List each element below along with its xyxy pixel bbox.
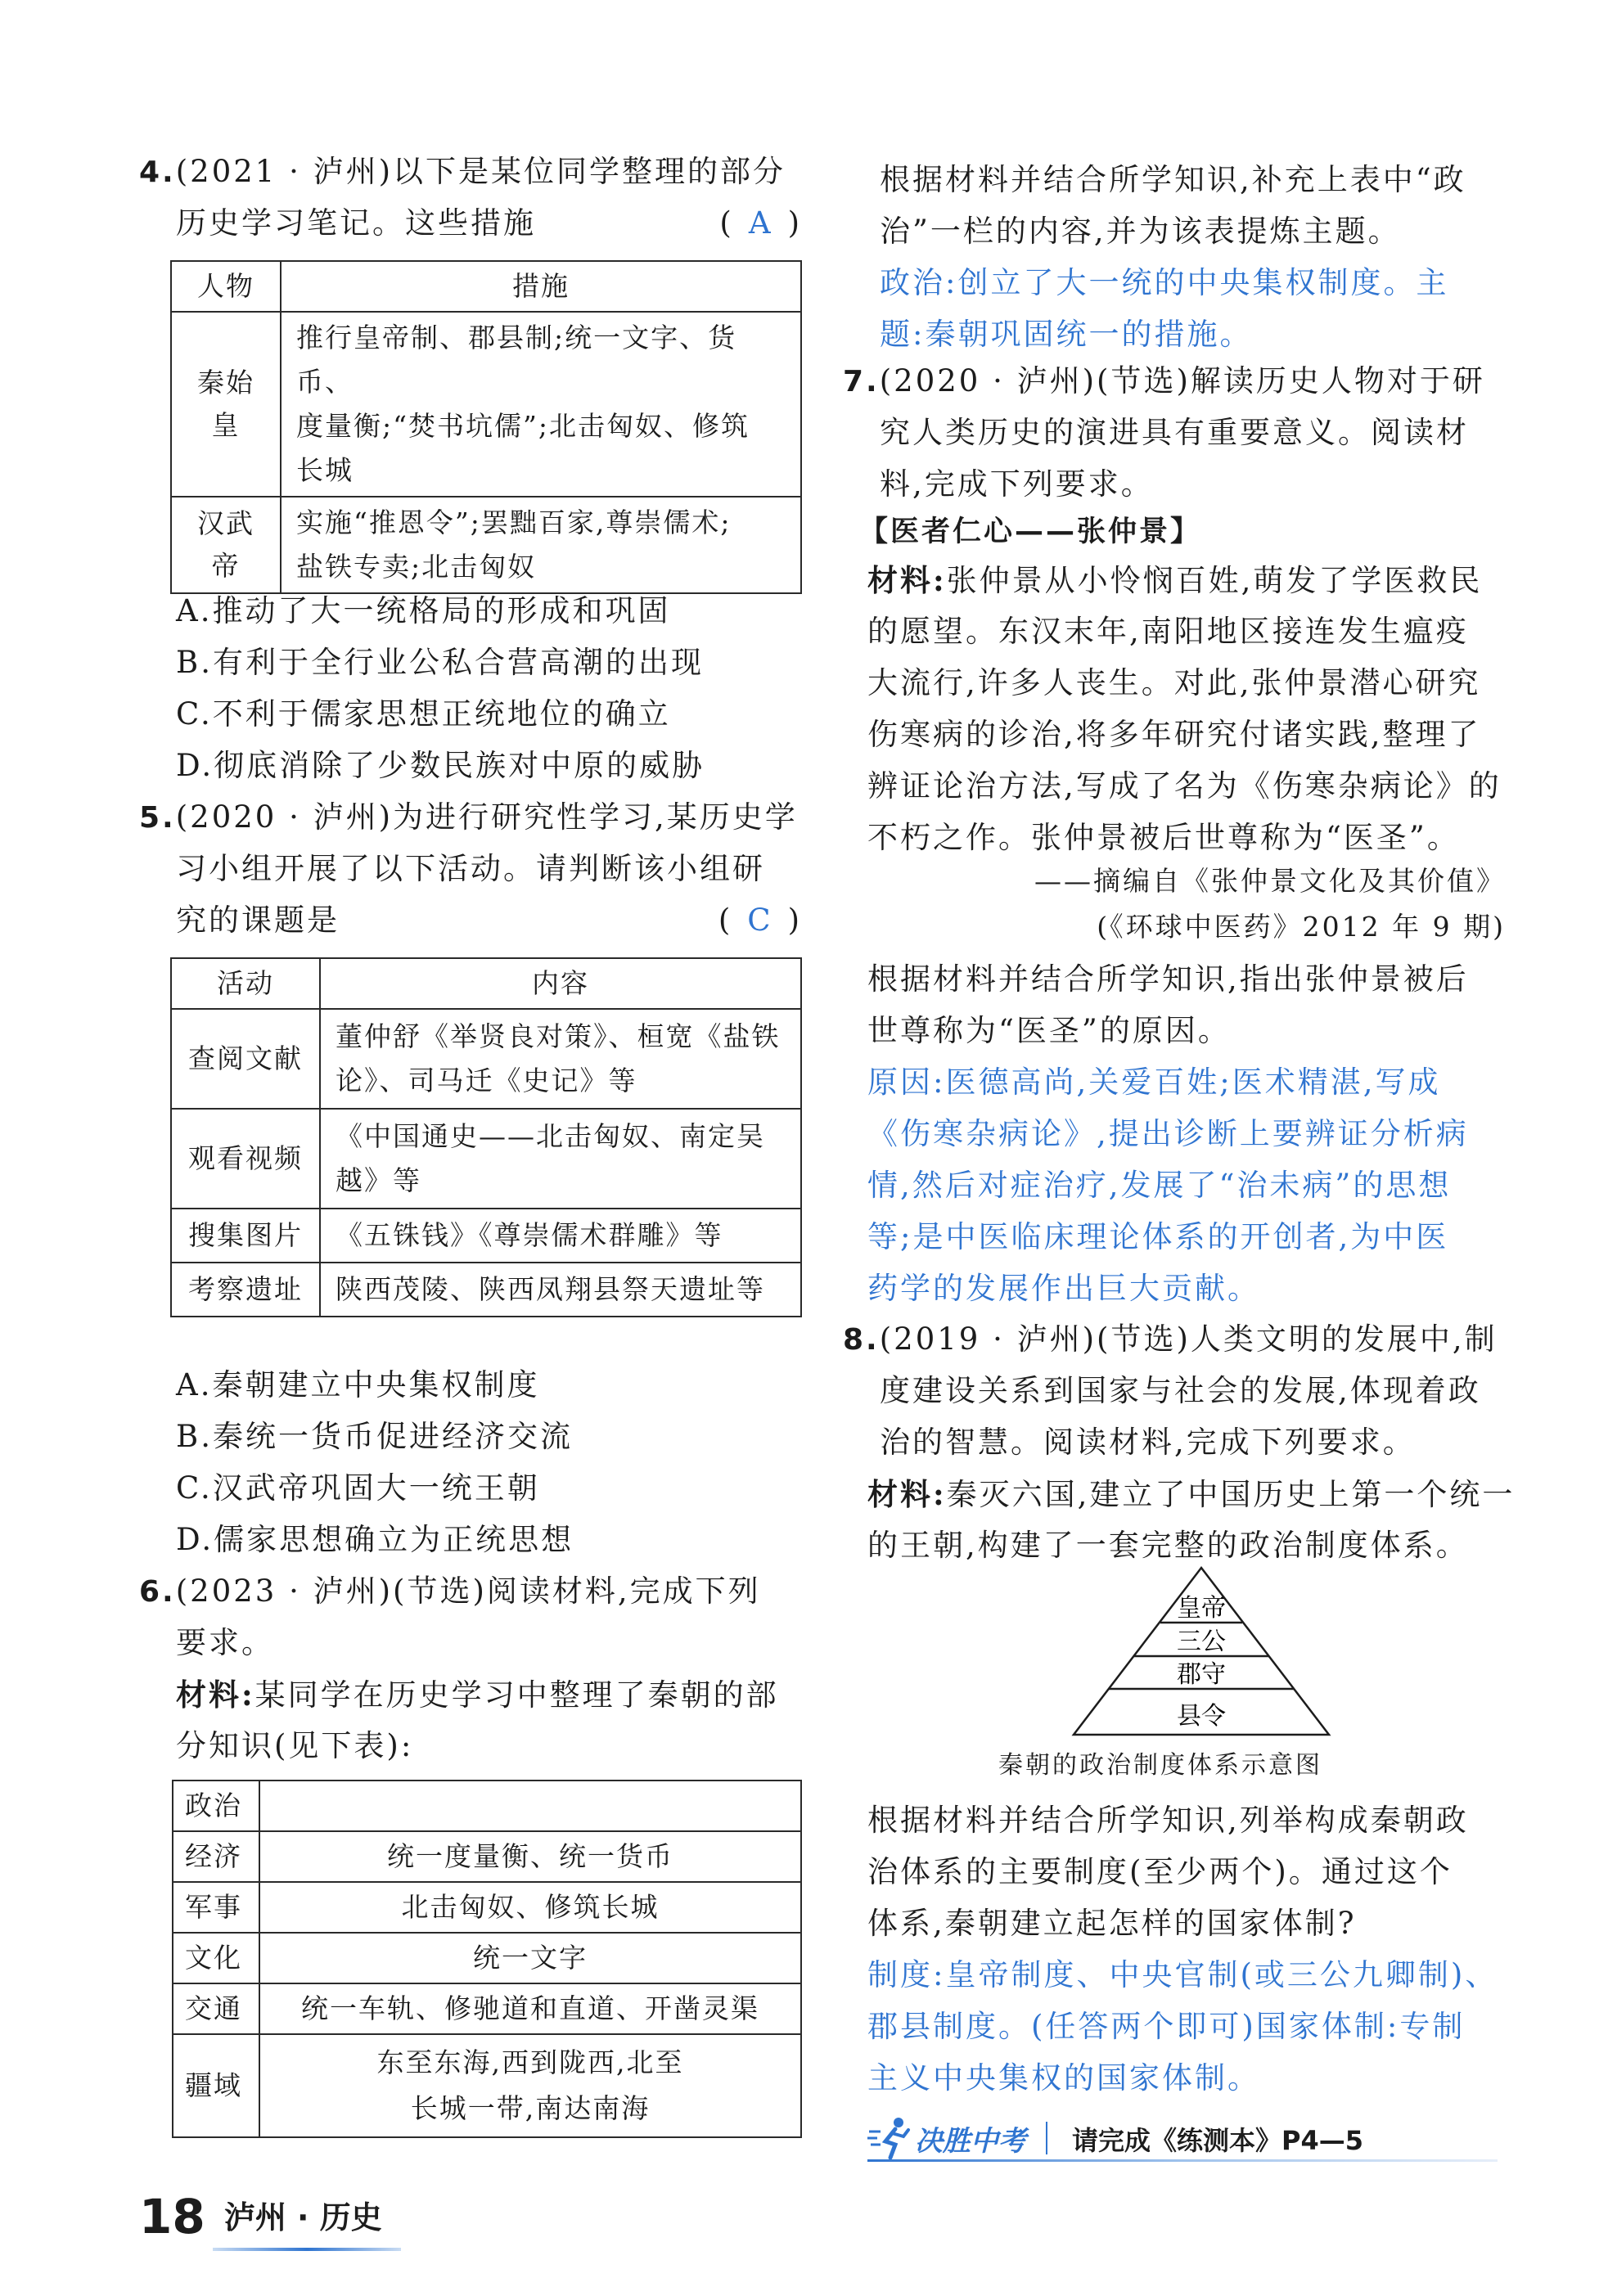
- table-row: [173, 1882, 801, 1933]
- q8-requirement-line1: 根据材料并结合所学知识,列举构成秦朝政: [867, 1803, 1469, 1838]
- q6-row-military-value: 北击匈奴、修筑长城: [259, 1882, 801, 1933]
- q4-row2-line2: 盐铁专卖;北击匈奴: [296, 551, 537, 583]
- q5-row2-line2: 越》等: [336, 1164, 421, 1196]
- q5-row4-line1: 陕西茂陵、陕西凤翔县祭天遗址等: [336, 1273, 765, 1305]
- q6-row-politics-key: 政治: [173, 1781, 259, 1831]
- q4-table-header-measures: 措施: [281, 261, 801, 312]
- q5-row1-line1: 董仲舒《举贤良对策》、桓宽《盐铁: [336, 1020, 781, 1052]
- q8-answer-line3: 主义中央集权的国家体制。: [867, 2060, 1260, 2096]
- pyramid-level-emperor: 皇帝: [1177, 1594, 1226, 1623]
- banner-underline: [867, 2159, 1498, 2162]
- page-number: 18: [139, 2189, 205, 2244]
- q5-row2-line1: 《中国通史——北击匈奴、南定吴: [336, 1120, 765, 1152]
- q5-option-a: A.秦朝建立中央集权制度: [176, 1367, 540, 1402]
- q4-row1-name: 秦始皇: [171, 312, 281, 497]
- table-row: [171, 312, 801, 497]
- q8-requirement-line2: 治体系的主要制度(至少两个)。通过这个: [867, 1854, 1453, 1889]
- q7-heading: 【医者仁心——张仲景】: [859, 515, 1202, 548]
- q7-requirement-line2: 世尊称为“医圣”的原因。: [867, 1013, 1231, 1048]
- q6-row-military-key: 军事: [173, 1882, 259, 1933]
- table-row: [171, 1109, 801, 1209]
- table-row: [173, 1933, 801, 1983]
- pyramid-level-governor: 郡守: [1177, 1660, 1226, 1689]
- q6-requirement-line2: 治”一栏的内容,并为该表提炼主题。: [880, 214, 1401, 249]
- q7-stem-line3: 料,完成下列要求。: [880, 466, 1154, 502]
- q4-option-b: B.有利于全行业公私合营高潮的出现: [176, 645, 704, 680]
- q4-row2-name: 汉武帝: [171, 497, 281, 593]
- q8-stem-line1: 8.(2019 · 泸州)(节选)人类文明的发展中,制: [843, 1321, 1498, 1357]
- q6-row-economy-key: 经济: [173, 1831, 259, 1882]
- q8-stem-line3: 治的智慧。阅读材料,完成下列要求。: [880, 1425, 1416, 1460]
- q5-row3-line1: 《五铢钱》《尊崇儒术群雕》等: [336, 1219, 723, 1251]
- q7-requirement-line1: 根据材料并结合所学知识,指出张仲景被后: [867, 961, 1469, 997]
- q4-table-header-person: 人物: [171, 261, 281, 312]
- q8-requirement-line3: 体系,秦朝建立起怎样的国家体制?: [867, 1906, 1357, 1941]
- footer-underline: [213, 2248, 401, 2251]
- table-row: [173, 2034, 801, 2137]
- q7-stem-line2: 究人类历史的演进具有重要意义。阅读材: [880, 415, 1469, 450]
- q4-stem-line1: 4.(2021 · 泸州)以下是某位同学整理的部分: [139, 154, 786, 189]
- q5-stem-line2: 习小组开展了以下活动。请判断该小组研: [176, 851, 765, 886]
- q7-answer-line2: 《伤寒杂病论》,提出诊断上要辨证分析病: [867, 1116, 1469, 1151]
- q7-material-line3: 大流行,许多人丧生。对此,张仲景潜心研究: [867, 665, 1481, 700]
- q8-answer-line1: 制度:皇帝制度、中央官制(或三公九卿制)、: [867, 1957, 1498, 1992]
- q6-row-territory-line2: 长城一带,南达南海: [410, 2092, 651, 2124]
- q6-row-politics-value: [259, 1781, 801, 1831]
- q6-row-culture-key: 文化: [173, 1933, 259, 1983]
- q5-stem-line1: 5.(2020 · 泸州)为进行研究性学习,某历史学: [139, 799, 798, 835]
- q4-answer: A: [748, 205, 773, 241]
- political-system-pyramid: [1070, 1564, 1332, 1740]
- q6-row-economy-value: 统一度量衡、统一货币: [259, 1831, 801, 1882]
- q7-answer-line5: 药学的发展作出巨大贡献。: [867, 1271, 1260, 1306]
- pyramid-level-three-ducal: 三公: [1177, 1627, 1226, 1656]
- table-row: [171, 1263, 801, 1317]
- q6-stem-line2: 要求。: [176, 1625, 274, 1660]
- q7-answer-line1: 原因:医德高尚,关爱百姓;医术精湛,写成: [867, 1065, 1441, 1100]
- q4-row2-line1: 实施“推恩令”;罢黜百家,尊崇儒术;: [296, 506, 732, 538]
- q5-row2-name: 观看视频: [171, 1109, 320, 1209]
- q6-row-culture-value: 统一文字: [259, 1933, 801, 1983]
- q7-answer-line4: 等;是中医临床理论体系的开创者,为中医: [867, 1219, 1449, 1254]
- q6-material-line2: 分知识(见下表):: [176, 1728, 414, 1763]
- q5-stem-line3: 究的课题是 ( C ): [176, 903, 802, 938]
- q4-stem-line2: 历史学习笔记。这些措施 ( A ): [176, 205, 802, 241]
- q6-row-territory-key: 疆域: [173, 2034, 259, 2137]
- q4-row1-line2: 度量衡;“焚书坑儒”;北击匈奴、修筑: [296, 410, 750, 442]
- q6-row-territory-line1: 东至东海,西到陇西,北至: [376, 2046, 684, 2078]
- q8-material-line1: 材料:秦灭六国,建立了中国历史上第一个统一: [867, 1476, 1516, 1512]
- q4-option-a: A.推动了大一统格局的形成和巩固: [176, 593, 671, 628]
- q7-stem-line1: 7.(2020 · 泸州)(节选)解读历史人物对于研: [843, 363, 1485, 398]
- banner-divider: [1046, 2122, 1047, 2154]
- q7-material-line4: 伤寒病的诊治,将多年研究付诸实践,整理了: [867, 717, 1481, 752]
- q7-source-line2: (《环球中医药》2012 年 9 期): [1097, 911, 1506, 943]
- q7-material-line6: 不朽之作。张仲景被后世尊称为“医圣”。: [867, 820, 1460, 855]
- q5-row1-name: 查阅文献: [171, 1009, 320, 1109]
- q6-requirement-line1: 根据材料并结合所学知识,补充上表中“政: [880, 162, 1466, 197]
- q4-table: [170, 260, 802, 594]
- practice-task-text: 请完成《练测本》P4—5: [1072, 2125, 1363, 2156]
- q4-row1-line1: 推行皇帝制、郡县制;统一文字、货币、: [296, 322, 737, 398]
- q8-material-line2: 的王朝,构建了一套完整的政治制度体系。: [867, 1528, 1469, 1563]
- q5-table-header-content: 内容: [320, 958, 801, 1009]
- q6-row-transport-value: 统一车轨、修驰道和直道、开凿灵渠: [259, 1983, 801, 2034]
- q5-option-b: B.秦统一货币促进经济交流: [176, 1419, 573, 1454]
- q6-answer-line2: 题:秦朝巩固统一的措施。: [880, 317, 1253, 352]
- q5-row4-name: 考察遗址: [171, 1263, 320, 1317]
- q6-table: [172, 1780, 802, 2138]
- q7-material-line5: 辨证论治方法,写成了名为《伤寒杂病论》的: [867, 768, 1502, 804]
- q5-row1-line2: 论》、司马迁《史记》等: [336, 1065, 637, 1096]
- q5-table-header-activity: 活动: [171, 958, 320, 1009]
- q5-option-c: C.汉武帝巩固大一统王朝: [176, 1470, 540, 1506]
- pyramid-level-county: 县令: [1177, 1702, 1226, 1731]
- table-row: [173, 1831, 801, 1882]
- table-row: [173, 1983, 801, 2034]
- q5-option-d: D.儒家思想确立为正统思想: [176, 1522, 574, 1557]
- q7-material-line2: 的愿望。东汉末年,南阳地区接连发生瘟疫: [867, 614, 1469, 649]
- q6-row-transport-key: 交通: [173, 1983, 259, 2034]
- q8-stem-line2: 度建设关系到国家与社会的发展,体现着政: [880, 1373, 1481, 1408]
- page-footer: [139, 2189, 382, 2244]
- table-row: [173, 1781, 801, 1831]
- q5-answer: C: [747, 903, 773, 938]
- table-row: [171, 497, 801, 593]
- table-row: [171, 1009, 801, 1109]
- q5-table: [170, 957, 802, 1317]
- q7-source-line1: ——摘编自《张仲景文化及其价值》: [1034, 865, 1506, 897]
- q4-option-c: C.不利于儒家思想正统地位的确立: [176, 696, 671, 732]
- q7-material-line1: 材料:张仲景从小怜悯百姓,萌发了学医救民: [867, 562, 1483, 598]
- q4-option-d: D.彻底消除了少数民族对中原的威胁: [176, 748, 705, 783]
- q6-answer-line1: 政治:创立了大一统的中央集权制度。主: [880, 265, 1449, 300]
- q4-row1-line3: 长城: [296, 454, 354, 486]
- q7-answer-line3: 情,然后对症治疗,发展了“治未病”的思想: [867, 1168, 1452, 1203]
- runner-icon: [867, 2115, 917, 2160]
- q6-stem-line1: 6.(2023 · 泸州)(节选)阅读材料,完成下列: [139, 1573, 761, 1609]
- q6-material-line1: 材料:某同学在历史学习中整理了秦朝的部: [176, 1677, 779, 1713]
- q8-answer-line2: 郡县制度。(任答两个即可)国家体制:专制: [867, 2009, 1466, 2044]
- practice-banner: [867, 2114, 1498, 2163]
- subject-label: 泸州 · 历史: [223, 2199, 382, 2235]
- pyramid-caption: 秦朝的政治制度体系示意图: [998, 1751, 1322, 1780]
- q5-row3-name: 搜集图片: [171, 1209, 320, 1263]
- brand-logo-text: 决胜中考: [915, 2125, 1026, 2158]
- table-row: [171, 1209, 801, 1263]
